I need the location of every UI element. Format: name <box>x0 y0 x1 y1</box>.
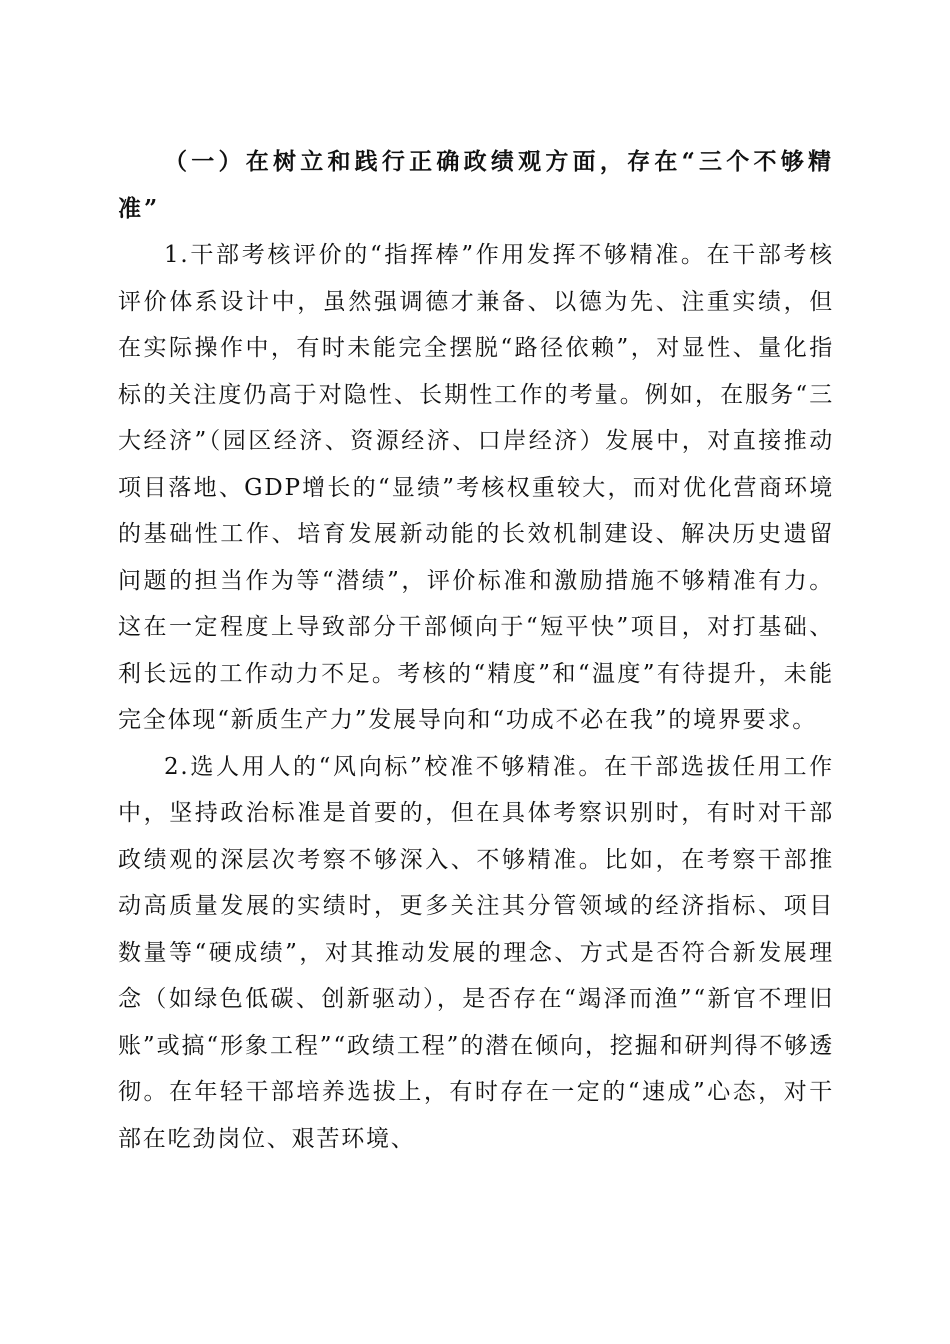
document-body <box>118 139 834 1162</box>
paragraph-1: 1.干部考核评价的“指挥棒”作用发挥不够精准。在干部考核评价体系设计中，虽然强调德才兼备、以德为先、注重实绩，但在实际操作中，有时未能完全摆脱“路径依赖”，对显性、量化指标的关注度仍高于对隐性、长期性工作的考量。例如，在服务“三大经济”（园区经济、资源经济、口岸经济）发展中，对直接推动项目落地、GDP增长的“显绩”考核权重较大，而对优化营商环境的基础性工作、培育发展新动能的长效机制建设、解决历史遗留问题的担当作为等“潜绩”，评价标准和激励措施不够精准有力。这在一定程度上导致部分干部倾向于“短平快”项目，对打基础、利长远的工作动力不足。考核的“精度”和“温度”有待提升，未能完全体现“新质生产力”发展导向和“功成不必在我”的境界要求。 <box>118 242 834 733</box>
paragraph-2: 2.选人用人的“风向标”校准不够精准。在干部选拔任用工作中，坚持政治标准是首要的，但在具体考察识别时，有时对干部政绩观的深层次考察不够深入、不够精准。比如，在考察干部推动高质量发展的实绩时，更多关注其分管领域的经济指标、项目数量等“硬成绩”，对其推动发展的理念、方式是否符合新发展理念（如绿色低碳、创新驱动），是否存在“竭泽而渔”“新官不理旧账”或搞“形象工程”“政绩工程”的潜在倾向，挖掘和研判得不够透彻。在年轻干部培养选拔上，有时存在一定的“速成”心态，对干部在吃劲岗位、艰苦环境、 <box>118 753 834 1152</box>
section-heading: （一）在树立和践行正确政绩观方面，存在“三个不够精准” <box>118 148 834 222</box>
